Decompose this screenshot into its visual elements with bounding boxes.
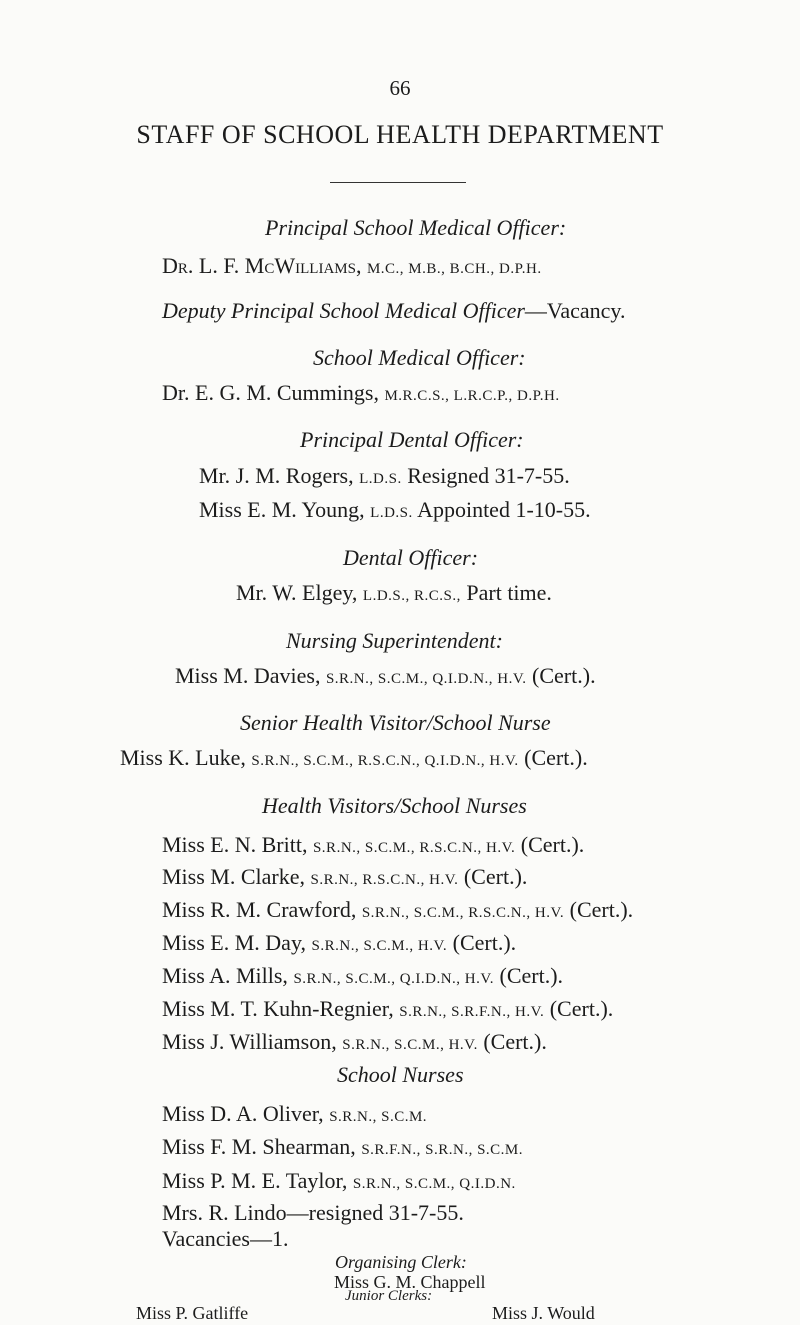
health-visitor-entry xyxy=(162,897,633,923)
school-nurse-entry xyxy=(162,1134,523,1160)
health-visitor-note: (Cert.). xyxy=(452,930,517,955)
page-number: 66 xyxy=(389,76,411,100)
school-nurse-quals: S.R.N., S.C.M. xyxy=(329,1109,428,1125)
school-nurse-entry xyxy=(162,1168,516,1194)
deputy-status: —Vacancy. xyxy=(524,298,626,323)
divider xyxy=(330,182,466,183)
dental-quals: L.D.S., R.C.S., xyxy=(362,588,461,604)
principal-dental-note: Appointed 1-10-55. xyxy=(417,497,591,522)
nursing-super-entry xyxy=(175,663,596,689)
health-visitor-entry xyxy=(162,930,516,956)
junior-clerks-heading: Junior Clerks: xyxy=(345,1288,433,1304)
dental-name: Mr. W. Elgey, xyxy=(236,580,358,605)
principal-dental-quals: L.D.S. xyxy=(370,505,413,521)
page-title: STAFF OF SCHOOL HEALTH DEPARTMENT xyxy=(136,120,664,149)
health-visitor-entry xyxy=(162,864,527,890)
health-visitor-quals: S.R.N., S.C.M., Q.I.D.N., H.V. xyxy=(293,971,495,987)
health-visitor-name: Miss J. Williamson, xyxy=(162,1029,337,1054)
health-visitor-note: (Cert.). xyxy=(499,963,564,988)
health-visitor-name: Miss E. M. Day, xyxy=(162,930,307,955)
health-visitor-name: Miss R. M. Crawford, xyxy=(162,897,357,922)
health-visitor-note: (Cert.). xyxy=(569,897,634,922)
health-visitors-heading: Health Visitors/School Nurses xyxy=(262,793,527,818)
deputy-entry xyxy=(162,298,626,324)
health-visitor-name: Miss E. N. Britt, xyxy=(162,832,308,857)
health-visitor-entry xyxy=(162,963,563,989)
smo-quals: M.R.C.S., L.R.C.P., D.P.H. xyxy=(384,388,560,404)
deputy-heading: Deputy Principal School Medical Officer xyxy=(162,298,525,323)
health-visitor-entry xyxy=(162,1029,547,1055)
health-visitor-quals: S.R.N., S.R.F.N., H.V. xyxy=(399,1004,545,1020)
principal-dental-entry xyxy=(199,497,591,523)
principal-dental-heading: Principal Dental Officer: xyxy=(300,427,524,452)
school-nurses-resigned: Mrs. R. Lindo—resigned 31-7-55. xyxy=(162,1200,464,1225)
nursing-super-note: (Cert.). xyxy=(532,663,596,688)
school-nurse-quals: S.R.F.N., S.R.N., S.C.M. xyxy=(361,1142,523,1158)
senior-hv-note: (Cert.). xyxy=(524,745,588,770)
nursing-super-name: Miss M. Davies, xyxy=(175,663,321,688)
senior-hv-quals: S.R.N., S.C.M., R.S.C.N., Q.I.D.N., H.V. xyxy=(251,753,519,769)
school-nurse-name: Miss D. A. Oliver, xyxy=(162,1101,324,1126)
school-nurse-name: Miss F. M. Shearman, xyxy=(162,1134,356,1159)
smo-heading: School Medical Officer: xyxy=(313,345,526,370)
health-visitor-note: (Cert.). xyxy=(520,832,585,857)
health-visitor-note: (Cert.). xyxy=(549,996,614,1021)
school-nurse-entry xyxy=(162,1101,427,1127)
principal-smo-heading: Principal School Medical Officer: xyxy=(265,215,567,240)
nursing-super-heading: Nursing Superintendent: xyxy=(286,628,503,653)
health-visitor-name: Miss A. Mills, xyxy=(162,963,288,988)
nursing-super-quals: S.R.N., S.C.M., Q.I.D.N., H.V. xyxy=(325,671,527,687)
principal-dental-name: Miss E. M. Young, xyxy=(199,497,365,522)
health-visitor-note: (Cert.). xyxy=(463,864,528,889)
health-visitor-quals: S.R.N., S.C.M., H.V. xyxy=(311,938,448,954)
school-nurse-quals: S.R.N., S.C.M., Q.I.D.N. xyxy=(352,1176,516,1192)
organising-clerk-name: Miss G. M. Chappell xyxy=(334,1272,486,1292)
senior-hv-entry xyxy=(120,745,588,771)
principal-dental-name: Mr. J. M. Rogers, xyxy=(199,463,354,488)
health-visitor-quals: S.R.N., S.C.M., R.S.C.N., H.V. xyxy=(361,905,565,921)
principal-dental-note: Resigned 31-7-55. xyxy=(407,463,570,488)
health-visitor-entry xyxy=(162,832,584,858)
health-visitor-name: Miss M. T. Kuhn-Regnier, xyxy=(162,996,394,1021)
dental-heading: Dental Officer: xyxy=(343,545,479,570)
health-visitor-entry xyxy=(162,996,613,1022)
junior-clerk-name: Miss J. Would xyxy=(492,1303,595,1323)
health-visitor-quals: S.R.N., R.S.C.N., H.V. xyxy=(310,872,459,888)
junior-clerk-name: Miss P. Gatliffe xyxy=(136,1303,249,1323)
senior-hv-heading: Senior Health Visitor/School Nurse xyxy=(240,710,551,735)
smo-entry xyxy=(162,380,560,406)
dental-note: Part time. xyxy=(466,580,552,605)
principal-dental-entry xyxy=(199,463,570,489)
health-visitor-quals: S.R.N., S.C.M., H.V. xyxy=(342,1037,478,1053)
school-nurses-vacancies: Vacancies—1. xyxy=(162,1226,289,1251)
health-visitor-quals: S.R.N., S.C.M., R.S.C.N., H.V. xyxy=(312,840,516,856)
school-nurse-name: Miss P. M. E. Taylor, xyxy=(162,1168,348,1193)
organising-clerk-heading: Organising Clerk: xyxy=(335,1252,467,1272)
principal-dental-quals: L.D.S. xyxy=(359,471,402,487)
dental-entry xyxy=(236,580,552,606)
health-visitor-note: (Cert.). xyxy=(483,1029,547,1054)
senior-hv-name: Miss K. Luke, xyxy=(120,745,246,770)
school-nurses-heading: School Nurses xyxy=(337,1062,464,1087)
smo-name: Dr. E. G. M. Cummings, xyxy=(162,380,379,405)
principal-smo-quals: M.C., M.B., B.CH., D.P.H. xyxy=(366,261,542,277)
principal-smo-entry xyxy=(162,253,542,279)
health-visitor-name: Miss M. Clarke, xyxy=(162,864,305,889)
principal-smo-name: Dr. L. F. McWilliams, xyxy=(162,253,362,278)
